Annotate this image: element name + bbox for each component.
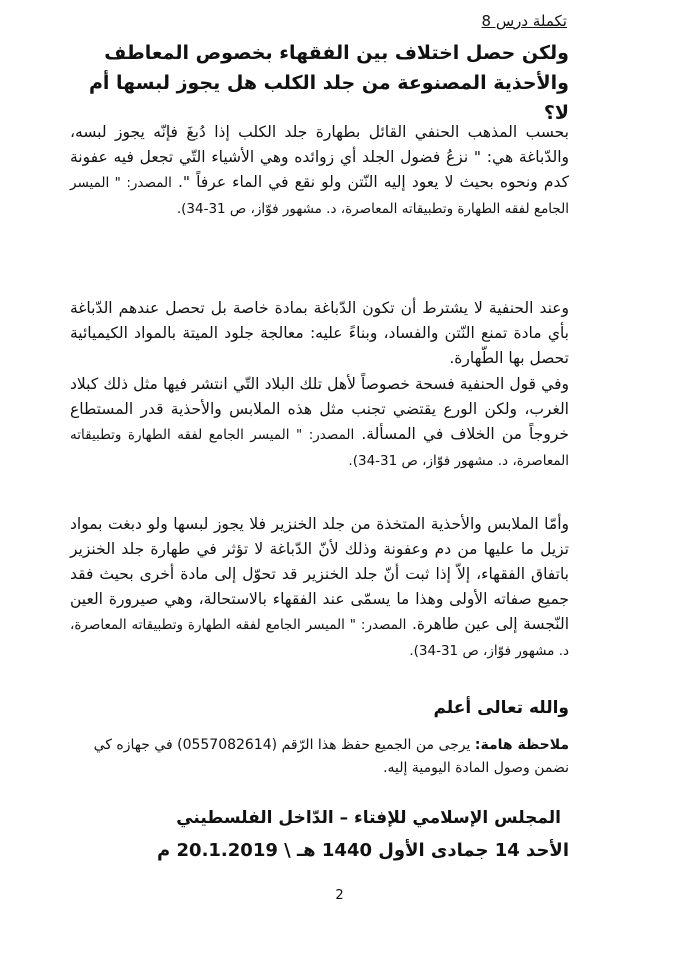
important-note xyxy=(70,734,569,780)
paragraph-2 xyxy=(70,296,569,371)
paragraph-1 xyxy=(70,120,569,222)
council-name: المجلس الإسلامي للإفتاء – الدّاخل الفلسطيني xyxy=(176,808,561,828)
page-number: 2 xyxy=(335,888,344,903)
note-text: يرجى من الجميع حفظ هذا الرّقم (0557082614) في جهازه كي نضمن وصول المادة اليومية إليه. xyxy=(93,737,569,776)
paragraph-text: بحسب المذهب الحنفي القائل بطهارة جلد الكلب إذا دُبغَ فإنّه يجوز لبسه، والدّباغة هي: " نزعُ فضول الجلد أي زوائده وهي الأشياء التّي تجعل فيه عفونة كدم ونحوه بحيث لا يعود إليه النّتن ولو نقع في الماء عرفاً ". xyxy=(70,123,569,191)
closing-phrase: والله تعالى أعلم xyxy=(433,698,569,718)
paragraph-text: وأمّا الملابس والأحذية المتخذة من جلد الخنزير فلا يجوز لبسها ولو دبغت بمواد تزيل ما عليها من دم وعفونة وذلك لأنّ الدّباغة لا تؤثر في طهارة جلد الخنزير باتفاق الفقهاء، إلاّ إذا ثبت أنّ جلد الخنزير قد تحوّل إلى مادة أخرى بحيث فقد جميع صفاته الأولى وهذا ما يسمّى عند الفقهاء بالاستحالة، وهي صيرورة العين النّجسة إلى عين طاهرة. xyxy=(70,515,570,633)
lesson-tag: تكملة درس 8 xyxy=(481,12,567,30)
paragraph-text: وفي قول الحنفية فسحة خصوصاً لأهل تلك البلاد التّي انتشر فيها مثل ذلك كبلاد الغرب، ولكن الورع يقتضي تجنب مثل هذه الملابس والأحذية قدر المستطاع خروجاً من الخلاف في المسألة. xyxy=(70,375,569,443)
note-label: ملاحظة هامة: xyxy=(474,737,569,753)
page-title: ولكن حصل اختلاف بين الفقهاء بخصوص المعاطف والأحذية المصنوعة من جلد الكلب هل يجوز لبسها أم لا؟ xyxy=(89,42,569,124)
paragraph-text: وعند الحنفية لا يشترط أن تكون الدّباغة بمادة خاصة بل تحصل عندهم الدّباغة بأي مادة تمنع النّتن والفساد، وبناءً عليه: معالجة جلود الميتة بالمواد الكيميائية تحصل بها الطّهارة. xyxy=(70,299,569,367)
issue-date: الأحد 14 جمادى الأول 1440 هـ \ 20.1.2019 م xyxy=(157,840,569,861)
paragraph-3 xyxy=(70,372,569,474)
paragraph-4 xyxy=(70,512,569,664)
paragraph-source: المصدر: " الميسر الجامع لفقه الطهارة وتطبيقاته المعاصرة، د. مشهور فوّاز، ص 31-34). xyxy=(70,617,569,659)
paragraph-source: المصدر: " الميسر الجامع لفقه الطهارة وتطبيقاته المعاصرة، د. مشهور فوّاز، ص 31-34). xyxy=(70,175,569,217)
paragraph-source: المصدر: " الميسر الجامع لفقه الطهارة وتطبيقاته المعاصرة، د. مشهور فوّاز، ص 31-34). xyxy=(70,427,569,469)
